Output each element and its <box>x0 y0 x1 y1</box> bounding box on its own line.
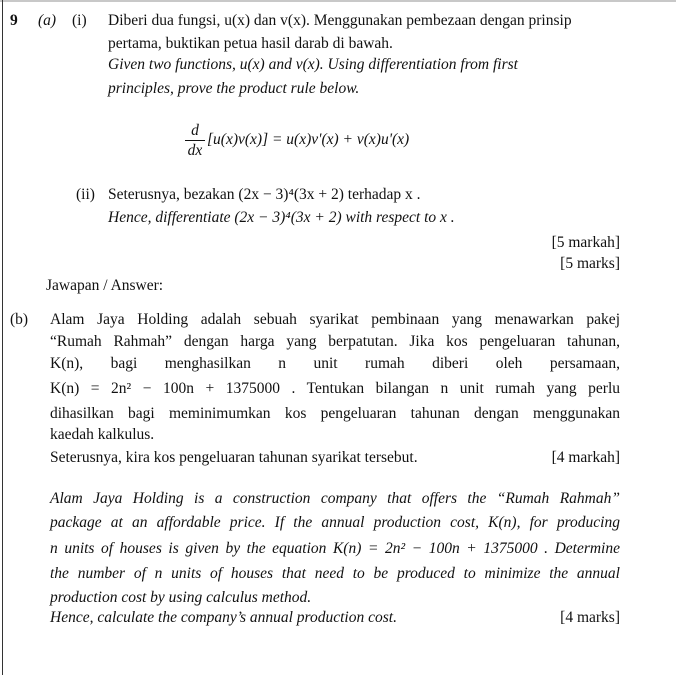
product-rule-formula: [u(x)v(x)] = u(x)v'(x) + v(x)u'(x) <box>207 131 410 148</box>
part-b-english-line: Alam Jaya Holding is a construction company that offers the “Rumah Rahmah” <box>50 490 620 507</box>
part-b-malay-line: “Rumah Rahmah” dengan harga yang berpatutan. Jika kos pengeluaran tahunan, <box>50 333 620 350</box>
part-b-marks-english: [4 marks] <box>560 609 620 626</box>
part-a-marks-english: [5 marks] <box>560 255 620 272</box>
part-a-marks-malay: [5 markah] <box>551 234 620 251</box>
question-number: 9 <box>10 12 18 29</box>
part-b-malay-line: K(n), bagi menghasilkan n unit rumah diberi oleh persamaan, <box>50 355 620 372</box>
fraction-denominator: dx <box>187 142 203 159</box>
part-b-english-line: package at an affordable price. If the annual production cost, K(n), for producing <box>50 514 620 531</box>
sub-ii-malay: Seterusnya, bezakan (2x − 3)⁴(3x + 2) terhadap x . <box>108 186 421 203</box>
part-b-english-line: the number of n units of houses that need to be produced to minimize the annual <box>50 565 620 582</box>
product-rule-fraction <box>185 122 205 159</box>
part-b-malay-line: Seterusnya, kira kos pengeluaran tahunan syarikat tersebut. <box>50 449 418 466</box>
page-left-border <box>2 0 3 675</box>
part-b-label: (b) <box>10 311 29 328</box>
answer-label: Jawapan / Answer: <box>46 277 164 294</box>
sub-i-malay-line: pertama, buktikan petua hasil darab di bawah. <box>108 35 393 52</box>
sub-i-english-line: principles, prove the product rule below. <box>108 80 360 97</box>
part-b-marks-malay: [4 markah] <box>551 449 620 466</box>
part-b-malay-line: dihasilkan bagi meminimumkan kos pengeluaran tahunan dengan menggunakan <box>50 405 620 422</box>
sub-i-malay-line: Diberi dua fungsi, u(x) dan v(x). Menggunakan pembezaan dengan prinsip <box>108 12 572 29</box>
part-b-malay-line: kaedah kalkulus. <box>50 426 155 443</box>
sub-i-label: (i) <box>72 12 87 29</box>
part-b-malay-line: K(n) = 2n² − 100n + 1375000 . Tentukan bilangan n unit rumah yang perlu <box>50 380 620 397</box>
sub-i-english-line: Given two functions, u(x) and v(x). Using differentiation from first <box>108 56 518 73</box>
fraction-numerator: d <box>191 122 199 139</box>
part-a-label: (a) <box>38 12 57 29</box>
part-b-malay-line: Alam Jaya Holding adalah sebuah syarikat pembinaan yang menawarkan pakej <box>50 311 620 328</box>
sub-ii-english: Hence, differentiate (2x − 3)⁴(3x + 2) with respect to x . <box>108 209 455 226</box>
page-top-border <box>0 0 676 2</box>
part-b-english-line: n units of houses is given by the equation K(n) = 2n² − 100n + 1375000 . Determine <box>50 540 620 557</box>
part-b-english-line: production cost by using calculus method. <box>50 589 312 606</box>
sub-ii-label: (ii) <box>76 186 95 203</box>
part-b-english-line: Hence, calculate the company’s annual production cost. <box>50 609 397 626</box>
